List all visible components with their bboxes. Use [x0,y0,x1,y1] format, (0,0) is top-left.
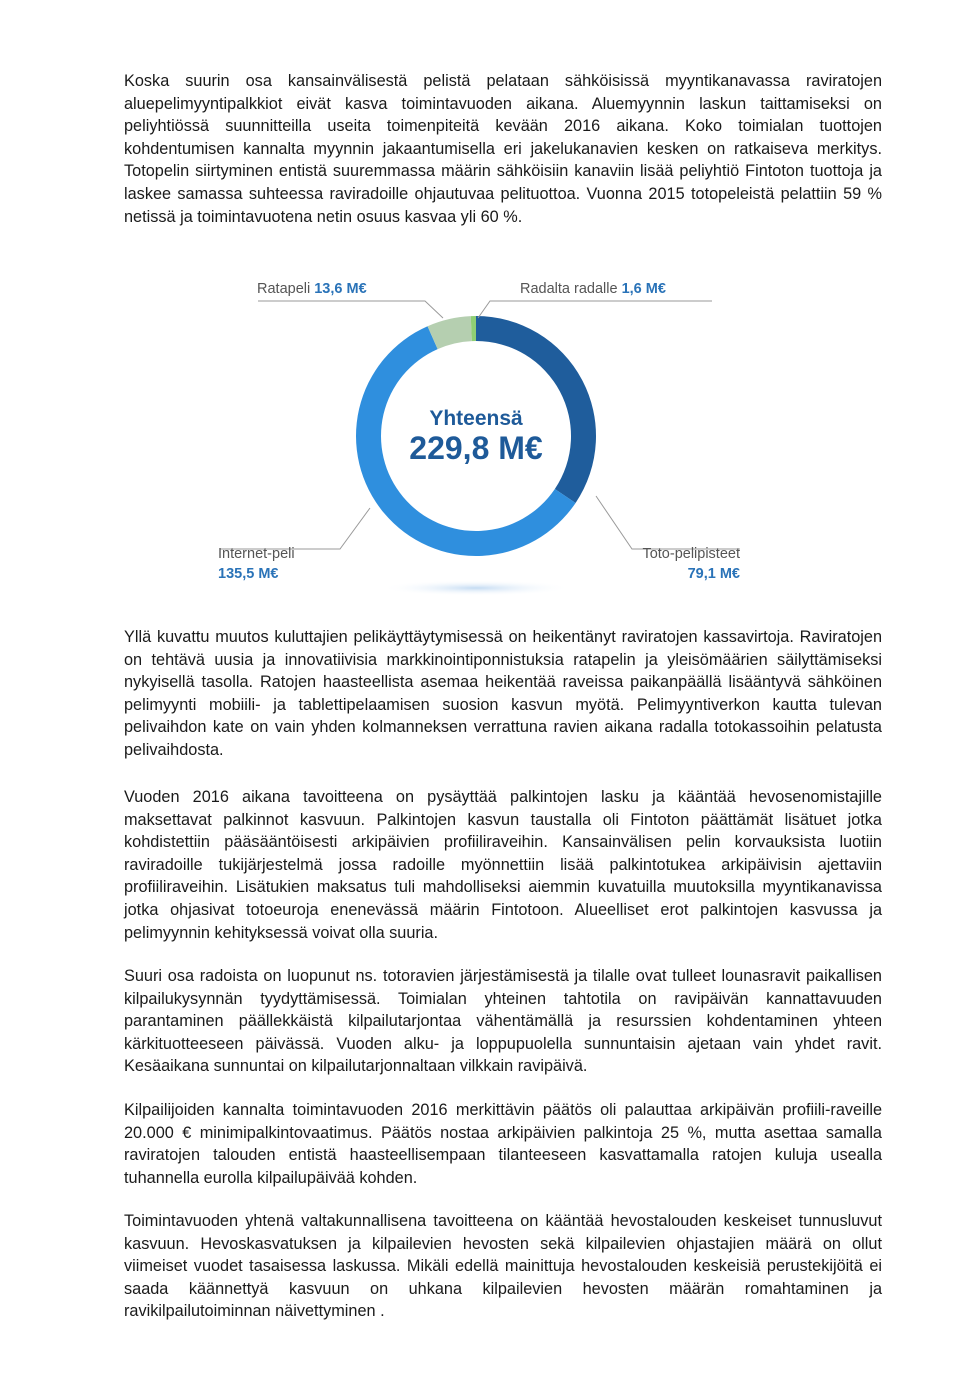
paragraph-1: Koska suurin osa kansainvälisestä pelistä pelataan sähköisissä myyntikanavassa raviratojen aluepelimyyntipalkkiot eivät kasva toimintavuoden aikana. Aluemyynnin laskun taittamiseksi on peliyhtiössä suunnitteilla useita toimenpiteitä kevään 2016 aikana. Koko toimialan tuottojen kohdentumisen kannalta myynnin jakaantumisella eri jakelukanavien kesken on ratkaiseva merkitys. Totopelin siirtyminen entistä suuremmassa määrin sähköisiin kanaviin lisää peliyhtiö Fintoton tuottoja ja laskee samassa suhteessa raviradoille ohjautuvaa pelituottoa. Vuonna 2015 totopeleistä pelattiin 59 % netissä ja toimintavuotena netin osuus kasvaa yli 60 %. [124,72,882,226]
label-internet-name: Internet-peli [218,546,295,562]
label-ratapeli-name: Ratapeli [257,281,311,297]
label-toto-name: Toto-pelipisteet [642,546,740,562]
chart-center-value: 229,8 M€ [409,430,543,466]
paragraph-3: Vuoden 2016 aikana tavoitteena on pysäyttää palkintojen lasku ja kääntää hevosenomistajille maksettavat palkinnot kasvuun. Palkintojen kasvun taustalla oli Fintoton päättämät lisätuet jotka kohdistettiin pääsääntöisesti arkipäivien profiiliraveihin. Kansainvälisen pelin korvauksista luotiin raviradoille tukijärjestelmä jossa radoille myönnettiin lisää palkintotukea arkipäivisin ajettaviin profiiliraveihin. Lisätukien maksatus tuli mahdolliseksi aiemmin kuvatuilla muutoksilla myyntikanavissa jotka ohjasivat totoeuroja enenevässä määrin Fintotoon. Alueelliset erot palkintojen kasvussa ja pelimyynnin kehityksessä voivat olla suuria. [124,788,882,942]
chart-center-title: Yhteensä [429,407,523,430]
label-radalta-value: 1,6 M€ [621,281,666,297]
leader-line-radalta [478,301,712,318]
label-toto-value: 79,1 M€ [687,566,740,582]
leader-line-toto [596,496,740,549]
sales-channel-donut-chart [200,270,760,600]
label-radalta [520,281,666,297]
paragraph-5: Kilpailijoiden kannalta toimintavuoden 2016 merkittävin päätös oli palauttaa arkipäivän profiili-raveille 20.000 € minimipalkintovaatimus. Päätös nostaa arkipäivien palkintoja 25 %, mutta asettaa samalla raviratojen talouden entistä haasteellisempaan tilanteeseen kasvattamalla ratojen kuluja usealla tuhannella eurolla kilpailupäivää kohden. [124,1101,882,1187]
label-radalta-name: Radalta radalle [520,281,618,297]
paragraph-6: Toimintavuoden yhtenä valtakunnallisena tavoitteena on kääntää hevostalouden keskeiset tunnusluvut kasvuun. Hevoskasvatuksen ja kilpailevien hevosten sekä kilpailevien ohjastajien määrä on ollut viimeiset vuodet tasaisessa laskussa. Mikäli edellä mainittuja hevostalouden keskeisiä perustekijöitä ei saada käännettyä kasvuun on uhkana kilpailevien hevosten määrän romahtaminen ja ravikilpailutoiminnan näivettyminen . [124,1212,882,1321]
leader-line-internet [220,508,370,549]
label-ratapeli [257,281,367,297]
label-internet-value: 135,5 M€ [218,566,279,582]
label-ratapeli-value: 13,6 M€ [314,281,367,297]
leader-line-ratapeli [258,301,443,318]
paragraph-4: Suuri osa radoista on luopunut ns. totoravien järjestämisestä ja tilalle ovat tulleet lounasravit paikallisen kilpailukysynnän tyydyttämisessä. Toimialan yhteinen tahtotila on ravipäivän kannattavuuden parantaminen päällekkäistä kilpailutarjontaa vähentämällä ja resurssien kohdentaminen yhteen kärkituotteeseen päivässä. Vuoden alku- ja loppupuolella sunnuntaisin ajetaan vain yhdet ravit. Kesäaikana sunnuntai on kilpailutarjonnaltaan vilkkain ravipäivä. [124,967,882,1076]
chart-shadow [381,580,571,596]
paragraph-2: Yllä kuvattu muutos kuluttajien pelikäyttäytymisessä on heikentänyt raviratojen kassavirtoja. Raviratojen on tehtävä uusia ja innovatiivisia markkinointiponnistuksia ratapelin ja yleisömäärien säilyttämiseksi nykyisellä tasolla. Ratojen haasteellista asemaa heikentää raveissa paikanpäällä lisääntyvä sähköinen pelimyynti mobiili- ja tablettipelaamisen suosion kasvun myötä. Pelimyyntiverkon kautta tulevan pelivaihdon kate on vain yhden kolmanneksen verrattuna ravien aikana radalla totokassoihin pelatusta pelivaihdosta. [124,628,882,759]
